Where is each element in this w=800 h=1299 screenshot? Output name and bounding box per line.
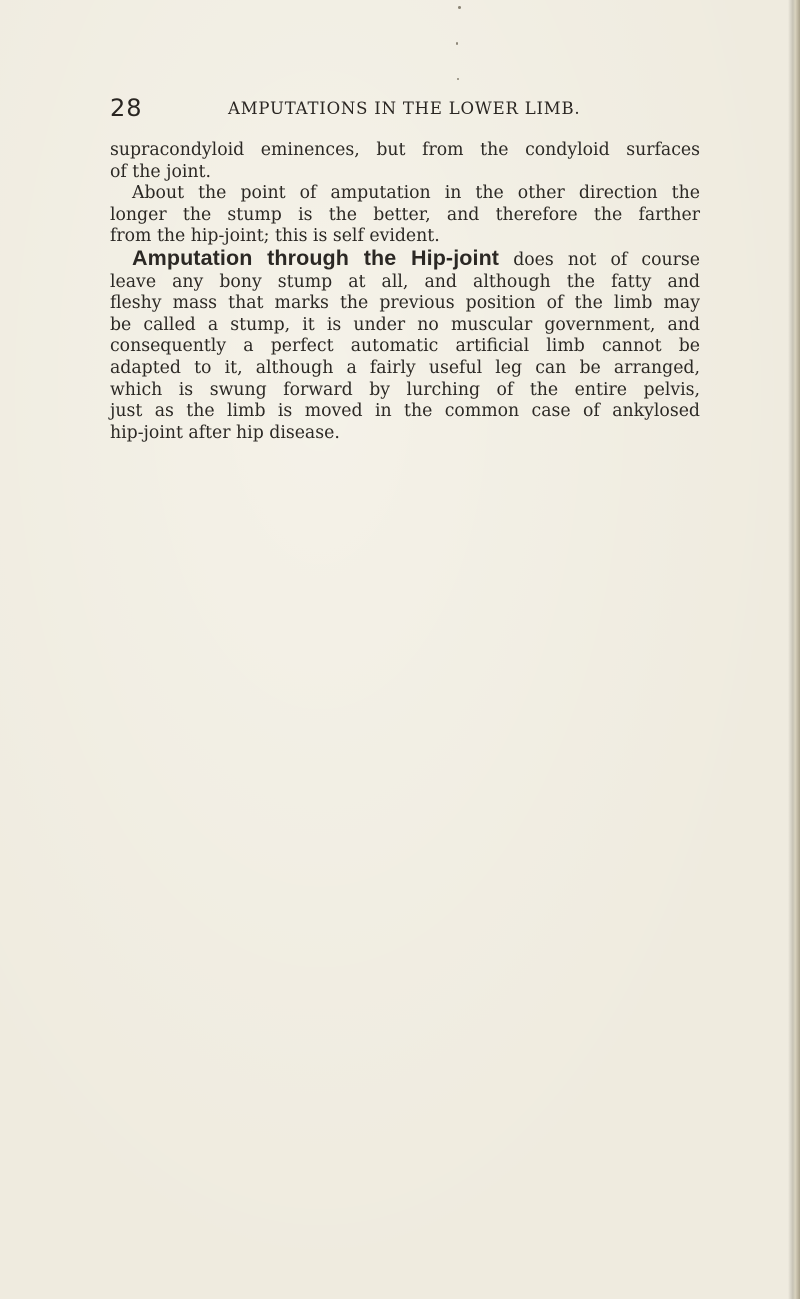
paper-speck (458, 6, 461, 9)
text-line: fleshy mass that marks the previous position of the limb may (110, 293, 700, 314)
section-heading: Amputation through the Hip-joint (132, 245, 500, 270)
text-line: just as the limb is moved in the common case of ankylosed (110, 401, 700, 422)
text-line: be called a stump, it is under no muscular government, and (110, 314, 700, 335)
text-line: adapted to it, although a fairly useful leg can be arranged, (110, 357, 700, 378)
text-line: longer the stump is the better, and therefore the farther (110, 204, 700, 225)
page-number: 28 (110, 94, 143, 122)
paragraph (110, 183, 700, 248)
text-line: from the hip-joint; this is self evident. (110, 226, 440, 247)
text-line (110, 245, 700, 272)
paper-speck (456, 42, 458, 45)
page-header (110, 94, 630, 124)
paragraph (110, 245, 700, 444)
page-edge-shadow (788, 0, 800, 1299)
running-head: AMPUTATIONS IN THE LOWER LIMB. (228, 99, 581, 118)
text-line: which is swung forward by lurching of the entire pelvis, (110, 379, 700, 400)
text-line: About the point of amputation in the other direction the (132, 183, 700, 204)
text-line: of the joint. (110, 161, 211, 182)
text-line: leave any bony stump at all, and although the fatty and (110, 271, 700, 292)
text-line: consequently a perfect automatic artificial limb cannot be (110, 336, 700, 357)
text-line: hip-joint after hip disease. (110, 422, 340, 443)
paper-speck (457, 78, 459, 80)
text-fragment: does not of course (499, 249, 700, 270)
text-line: supracondyloid eminences, but from the condyloid surfaces (110, 140, 700, 160)
paragraph (110, 140, 700, 183)
body-text (110, 140, 700, 444)
